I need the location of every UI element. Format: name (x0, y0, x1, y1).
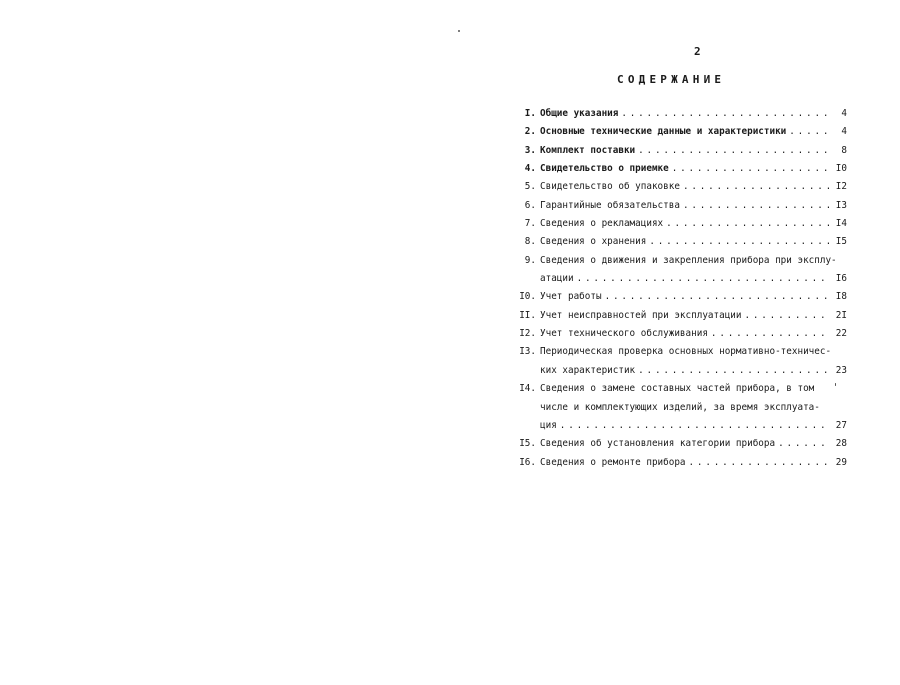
toc-entry-number: II. (519, 309, 536, 321)
toc-entry-number: I3. (519, 346, 536, 358)
leader-dots (683, 197, 830, 215)
toc-entry-page: I3 (835, 199, 847, 211)
toc-entry-title: Сведения о рекламациях (540, 218, 664, 230)
toc-entry-line (512, 399, 847, 417)
leader-dots (621, 105, 830, 123)
table-of-contents (512, 105, 847, 472)
toc-entry-title: Свидетельство о приемке (540, 163, 669, 175)
toc-entry-page: 4 (841, 108, 847, 119)
toc-entry-number: 2. (524, 126, 536, 138)
toc-entry-title: Учет технического обслуживания (540, 328, 708, 340)
toc-entry-number: 8. (524, 236, 536, 248)
leader-dots (560, 417, 830, 435)
toc-entry-title: Периодическая проверка основных нормативно-техничес- (540, 346, 832, 358)
leader-dots (605, 288, 830, 306)
scan-speck (458, 30, 460, 32)
toc-entry-number: I5. (519, 438, 536, 450)
toc-entry-number: I. (524, 108, 536, 119)
toc-entry (512, 123, 847, 141)
toc-entry-line (512, 252, 847, 270)
toc-entry-page: 23 (835, 364, 847, 376)
toc-entry-title: Комплект поставки (540, 144, 636, 156)
toc-entry-title: Общие указания (540, 108, 619, 119)
toc-entry-number: I6. (519, 456, 536, 468)
toc-entry (512, 215, 847, 233)
toc-entry (512, 142, 847, 160)
toc-entry-title: ция (540, 419, 557, 431)
toc-entry-page: I4 (835, 218, 847, 230)
leader-dots (689, 454, 830, 472)
leader-dots (672, 160, 830, 178)
toc-entry-number: 7. (524, 218, 536, 230)
toc-entry-page: 27 (835, 419, 847, 431)
toc-entry (512, 417, 847, 435)
toc-entry (512, 288, 847, 306)
toc-entry-title: Учет неисправностей при эксплуатации (540, 309, 742, 321)
toc-entry-title: Свидетельство об упаковке (540, 181, 680, 193)
leader-dots (649, 233, 830, 251)
toc-entry (512, 435, 847, 453)
toc-entry-title: Основные технические данные и характеристики (540, 126, 787, 138)
page-number: 2 (694, 45, 701, 58)
leader-dots (789, 123, 830, 141)
toc-entry-title: Учет работы (540, 291, 602, 303)
toc-entry-page: 8 (841, 144, 847, 156)
toc-entry (512, 454, 847, 472)
leader-dots (638, 142, 830, 160)
toc-entry-title: атации (540, 273, 574, 285)
toc-entry-number: 5. (524, 181, 536, 193)
toc-entry-page: I0 (835, 163, 847, 175)
toc-entry-number: 3. (524, 144, 536, 156)
leader-dots (745, 307, 831, 325)
toc-entry (512, 270, 847, 288)
toc-entry-title: Сведения о ремонте прибора (540, 456, 686, 468)
leader-dots (666, 215, 830, 233)
toc-entry-page: 28 (835, 438, 847, 450)
toc-entry-title: ких характеристик (540, 364, 636, 376)
toc-entry (512, 362, 847, 380)
toc-title: СОДЕРЖАНИЕ (617, 73, 726, 86)
toc-entry-page: 4 (841, 126, 847, 138)
toc-entry-number: I4. (519, 383, 536, 395)
leader-dots (638, 362, 830, 380)
toc-entry-number: 9. (524, 254, 536, 266)
toc-entry (512, 325, 847, 343)
toc-entry-page: 2I (835, 309, 847, 321)
toc-entry-title: Сведения об установления категории прибора (540, 438, 776, 450)
toc-entry-number: I2. (519, 328, 536, 340)
toc-entry (512, 178, 847, 196)
toc-entry (512, 197, 847, 215)
toc-entry-line (512, 343, 847, 361)
toc-entry (512, 233, 847, 251)
toc-entry-page: 29 (835, 456, 847, 468)
toc-entry-page: I5 (835, 236, 847, 248)
toc-entry-title: числе и комплектующих изделий, за время эксплуата- (540, 401, 820, 413)
leader-dots (778, 435, 830, 453)
toc-entry-page: I6 (835, 273, 847, 285)
toc-entry-page: I2 (835, 181, 847, 193)
toc-entry-title: Сведения о движения и закрепления прибора при эксплу- (540, 254, 837, 266)
toc-entry-title: Сведения о хранения (540, 236, 647, 248)
toc-entry-number: 4. (524, 163, 536, 175)
toc-entry (512, 160, 847, 178)
toc-entry-number: I0. (519, 291, 536, 303)
toc-entry-line (512, 380, 847, 398)
toc-entry-page: I8 (835, 291, 847, 303)
leader-dots (577, 270, 830, 288)
toc-entry-title: Гарантийные обязательства (540, 199, 680, 211)
toc-entry-number: 6. (524, 199, 536, 211)
leader-dots (683, 178, 830, 196)
leader-dots (711, 325, 830, 343)
toc-entry-title: Сведения о замене составных частей прибора, в том (540, 383, 815, 395)
toc-entry (512, 307, 847, 325)
toc-entry-page: 22 (835, 328, 847, 340)
toc-entry (512, 105, 847, 123)
